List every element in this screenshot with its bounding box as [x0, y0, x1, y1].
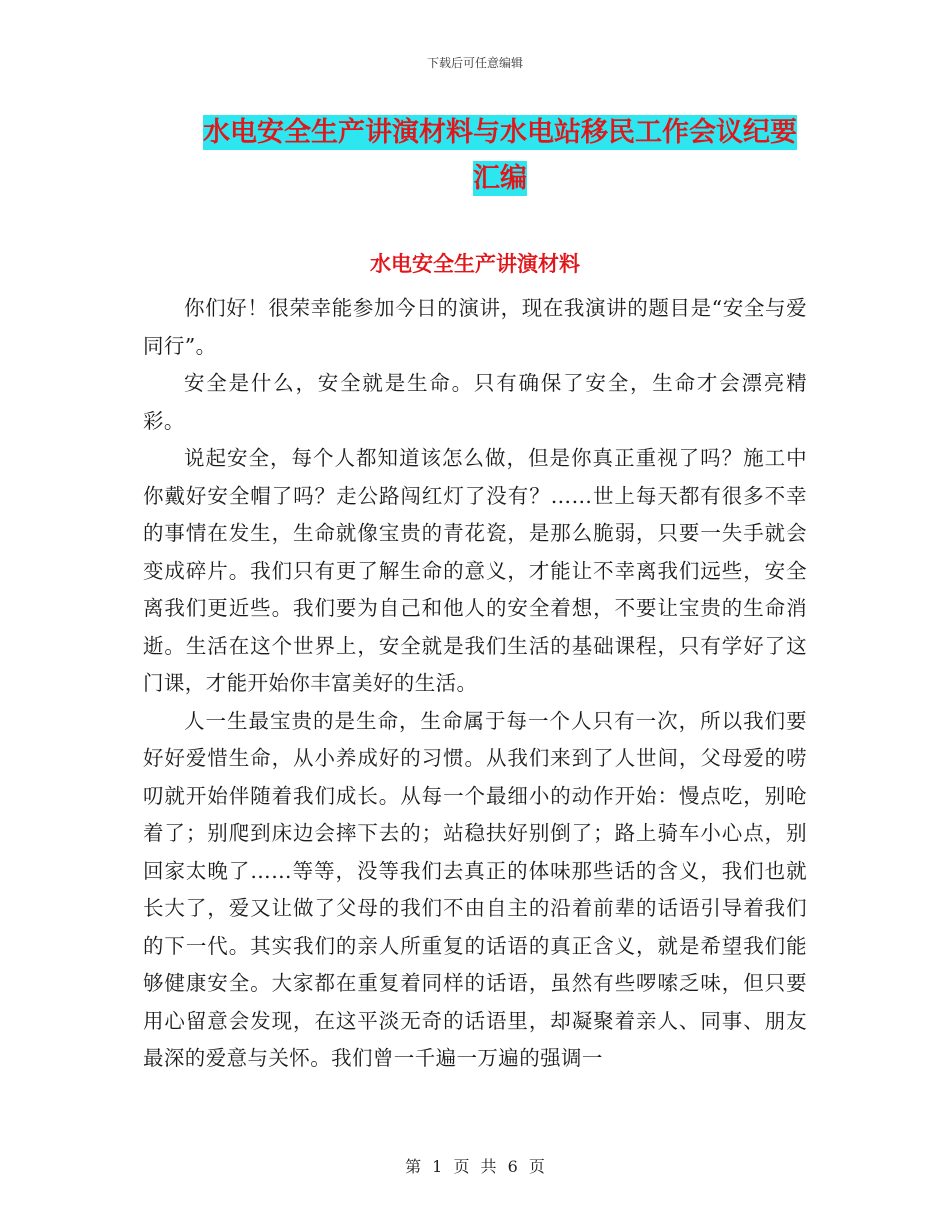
paragraph: 人一生最宝贵的是生命，生命属于每一个人只有一次，所以我们要好好爱惜生命，从小养成好的习惯。从我们来到了人世间，父母爱的唠叨就开始伴随着我们成长。从每一个最细小的动作开始：慢点吃，别呛着了；别爬到床边会摔下去的；站稳扶好别倒了；路上骑车小心点，别回家太晚了……等等，没等我们去真正的体味那些话的含义，我们也就长大了，爱又让做了父母的我们不由自主的沿着前辈的话语引导着我们的下一代。其实我们的亲人所重复的话语的真正含义，就是希望我们能够健康安全。大家都在重复着同样的话语，虽然有些啰嗦乏味，但只要用心留意会发现，在这平淡无奇的话语里，却凝聚着亲人、同事、朋友最深的爱意与关怀。我们曾一千遍一万遍的强调一 [143, 708, 807, 1070]
paragraph: 安全是什么，安全就是生命。只有确保了安全，生命才会漂亮精彩。 [143, 371, 807, 433]
document-body [143, 290, 807, 1078]
header-note: 下载后可任意编辑 [426, 56, 523, 70]
paragraph: 你们好！很荣幸能参加今日的演讲，现在我演讲的题目是“安全与爱同行”。 [143, 296, 807, 358]
paragraph: 说起安全，每个人都知道该怎么做，但是你真正重视了吗？施工中你戴好安全帽了吗？走公路闯红灯了没有？……世上每天都有很多不幸的事情在发生，生命就像宝贵的青花瓷，是那么脆弱，只要一失手就会变成碎片。我们只有更了解生命的意义，才能让不幸离我们远些，安全离我们更近些。我们要为自己和他人的安全着想，不要让宝贵的生命消逝。生活在这个世界上，安全就是我们生活的基础课程，只有学好了这门课，才能开始你丰富美好的生活。 [143, 446, 807, 695]
document-title-text: 水电安全生产讲演材料与水电站移民工作会议纪要汇编 [203, 117, 797, 194]
page-number: 第 1 页 共 6 页 [405, 1157, 545, 1176]
document-title [190, 110, 810, 202]
section-title: 水电安全生产讲演材料 [370, 252, 580, 276]
